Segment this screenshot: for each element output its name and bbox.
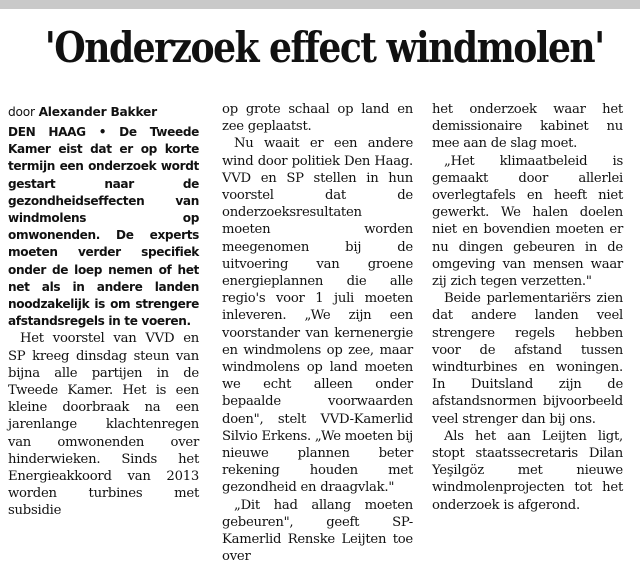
article-headline: 'Onderzoek effect windmolen' (44, 23, 604, 72)
byline (8, 103, 199, 121)
byline-author: Alexander Bakker (38, 105, 157, 119)
body-paragraph-1-continued: op grote schaal op land en zee geplaatst. (222, 102, 413, 135)
body-paragraph-3-continued: het onderzoek waar het demissionaire kabinet nu mee aan de slag moet. (432, 102, 623, 152)
article-column-1 (8, 101, 199, 541)
body-paragraph-2: Nu waait er een andere wind door politiek Den Haag. VVD en SP stellen in hun voorstel dat de onderzoeksresultaten moeten worden meegenomen bij de uitvoering van groene energieplannen die alle regio's voor 1 juli moeten inleveren. „We zijn een voorstander van kernenergie en windmolens op zee, maar windmolens op land moeten we echt alleen onder bepaalde voorwaarden doen", stelt VVD-Kamerlid Silvio Erkens. „We moeten bij nieuwe plannen beter rekening houden met gezondheid en draagvlak." (222, 136, 414, 496)
top-bar (0, 0, 640, 9)
body-paragraph-5: Beide parlementariërs zien dat andere landen veel strengere regels hebben voor de afstand tussen windturbines en woningen. In Duitsland zijn de afstandsnormen bijvoorbeeld veel strenger dan bij ons. (432, 291, 623, 427)
byline-prefix: door (8, 105, 35, 119)
article-lead (8, 124, 199, 330)
body-paragraph-1: Het voorstel van VVD en SP kreeg dinsdag steun van bijna alle partijen in de Tweede Kamer. Het is een kleine doorbraak na een jarenlange klachtenregen van omwonenden over hinderwieken. Sinds het Energieakkoord van 2013 worden turbines met subsidie (8, 331, 199, 519)
dateline: DEN HAAG • (8, 125, 107, 139)
body-paragraph-6: Als het aan Leijten ligt, stopt staatssecretaris Dilan Yeşilgöz met nieuwe windmolenprojecten tot het onderzoek is afgerond. (432, 428, 623, 513)
body-paragraph-3: „Dit had allang moeten gebeuren", geeft SP-Kamerlid Renske Leijten toe over (222, 497, 413, 565)
body-paragraph-4: „Het klimaatbeleid is gemaakt door allerlei overlegtafels en heeft niet gewerkt. We halen doelen niet en bovendien moeten er nu dingen gebeuren in de omgeving van mensen waar zij zich tegen verzetten." (432, 153, 623, 290)
article-column-2 (222, 101, 414, 565)
article-column-3 (432, 101, 623, 541)
lead-text: De Tweede Kamer eist dat er op korte termijn een onderzoek wordt gestart naar de gezondheidseffecten van windmolens op omwonenden. De experts moeten verder specifiek onder de loep nemen of het net als in andere landen noodzakelijk is om strengere afstandsregels in te voeren. (8, 125, 199, 329)
